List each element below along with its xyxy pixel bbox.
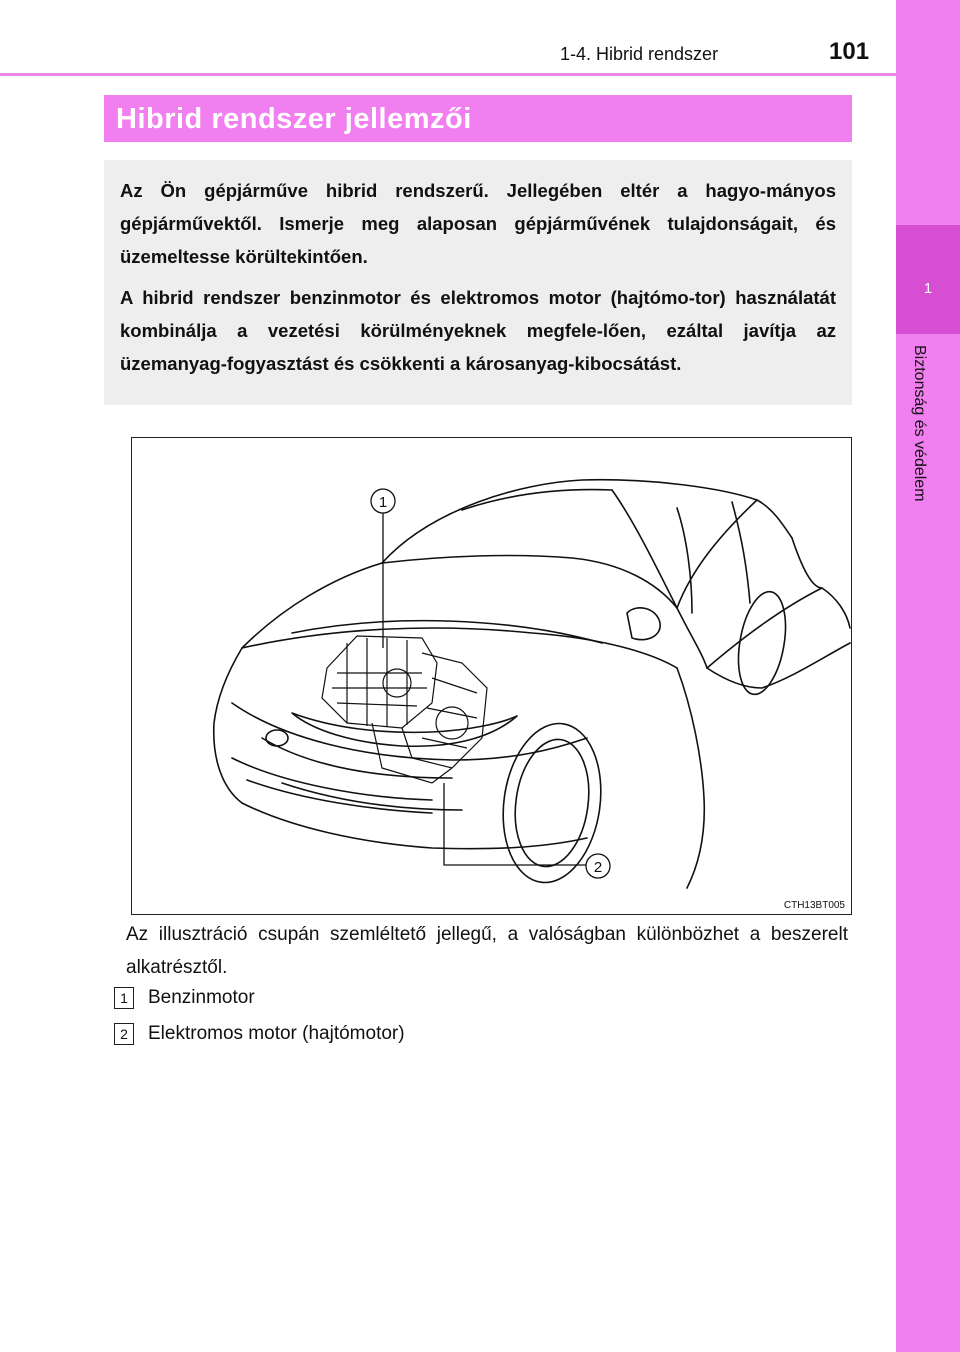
section-heading: Hibrid rendszer jellemzői [116,103,472,135]
intro-box [104,160,852,405]
figure-caption: Az illusztráció csupán szemléltető jellegű, a valóságban különbözhet a beszerelt alkatrésztől. [126,924,848,978]
chapter-sidebar [896,0,960,1352]
chapter-title: Biztonság és védelem [911,345,928,502]
legend-label-2: Elektromos motor (hajtómotor) [148,1023,405,1044]
section-heading-bar [104,95,852,142]
legend-item-2 [114,1023,405,1045]
callout-2: 2 [593,859,603,876]
intro-paragraph-2: A hibrid rendszer benzinmotor és elektromos motor (hajtómo-tor) használatát kombinálja a vezetési körülményeknek megfele-lően, ezáltal javítja az üzemanyag-fogyasztást és csökkenti a károsanyag-kibocsátást. [120,287,836,374]
legend-number-2: 2 [114,1023,134,1045]
chapter-number: 1 [923,280,933,297]
legend-number-1: 1 [114,987,134,1009]
car-drawing [132,438,851,914]
page-number: 101 [829,38,870,65]
intro-paragraph-1: Az Ön gépjárműve hibrid rendszerű. Jellegében eltér a hagyo-mányos gépjárművektől. Ismerje meg alaposan gépjárművének tulajdonságait, és üzemeltesse körültekintően. [120,180,836,267]
legend-label-1: Benzinmotor [148,987,255,1008]
figure-code: CTH13BT005 [783,900,845,911]
section-title: 1-4. Hibrid rendszer [560,44,719,64]
legend-item-1 [114,987,255,1009]
callout-1: 1 [378,494,388,511]
car-illustration [131,437,852,915]
header-rule [0,73,896,76]
